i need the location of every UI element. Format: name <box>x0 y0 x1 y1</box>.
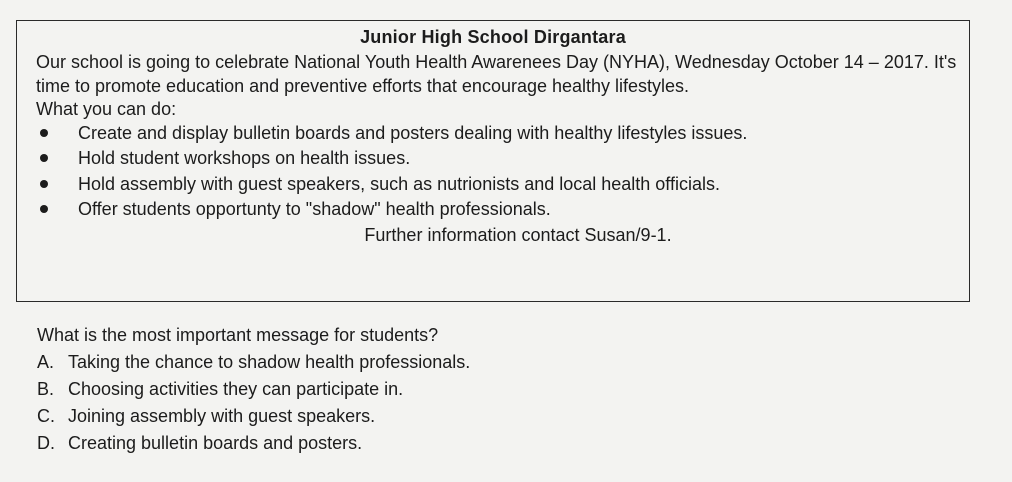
activity-text: Create and display bulletin boards and posters dealing with healthy lifestyles issues. <box>78 122 748 143</box>
option-text: Choosing activities they can participate in. <box>68 379 404 399</box>
answer-option-b[interactable] <box>37 376 470 403</box>
announcement-body <box>36 51 960 247</box>
bullet-icon <box>40 129 48 137</box>
activity-text: Hold assembly with guest speakers, such as nutrionists and local health officials. <box>78 173 720 194</box>
question-block <box>37 322 470 457</box>
activity-item <box>36 173 960 199</box>
announcement-intro: Our school is going to celebrate National Youth Health Awarenees Day (NYHA), Wednesday October 14 – 2017. It's time to promote education and preventive efforts that encourage healthy lifestyles. <box>36 52 957 96</box>
option-text: Creating bulletin boards and posters. <box>68 433 363 453</box>
activity-item <box>36 198 960 224</box>
option-text: Taking the chance to shadow health professionals. <box>68 352 471 372</box>
question-text: What is the most important message for students? <box>37 325 439 345</box>
option-text: Joining assembly with guest speakers. <box>68 406 376 426</box>
option-letter: A. <box>37 352 55 372</box>
answer-option-a[interactable] <box>37 349 470 376</box>
announcement-subheading: What you can do: <box>36 99 177 119</box>
bullet-icon <box>40 154 48 162</box>
answer-options <box>37 349 470 457</box>
option-letter: C. <box>37 406 55 426</box>
option-letter: D. <box>37 433 55 453</box>
activity-item <box>36 147 960 173</box>
announcement-title: Junior High School Dirgantara <box>360 27 626 47</box>
bullet-icon <box>40 180 48 188</box>
announcement-box <box>16 20 970 302</box>
activity-list <box>36 122 960 224</box>
activity-text: Offer students opportunty to "shadow" health professionals. <box>78 199 551 219</box>
activity-item <box>36 122 960 148</box>
answer-option-c[interactable] <box>37 403 470 430</box>
activity-text: Hold student workshops on health issues. <box>78 148 411 168</box>
contact-line: Further information contact Susan/9-1. <box>364 224 672 245</box>
bullet-icon <box>40 205 48 213</box>
answer-option-d[interactable] <box>37 430 470 457</box>
option-letter: B. <box>37 379 55 399</box>
